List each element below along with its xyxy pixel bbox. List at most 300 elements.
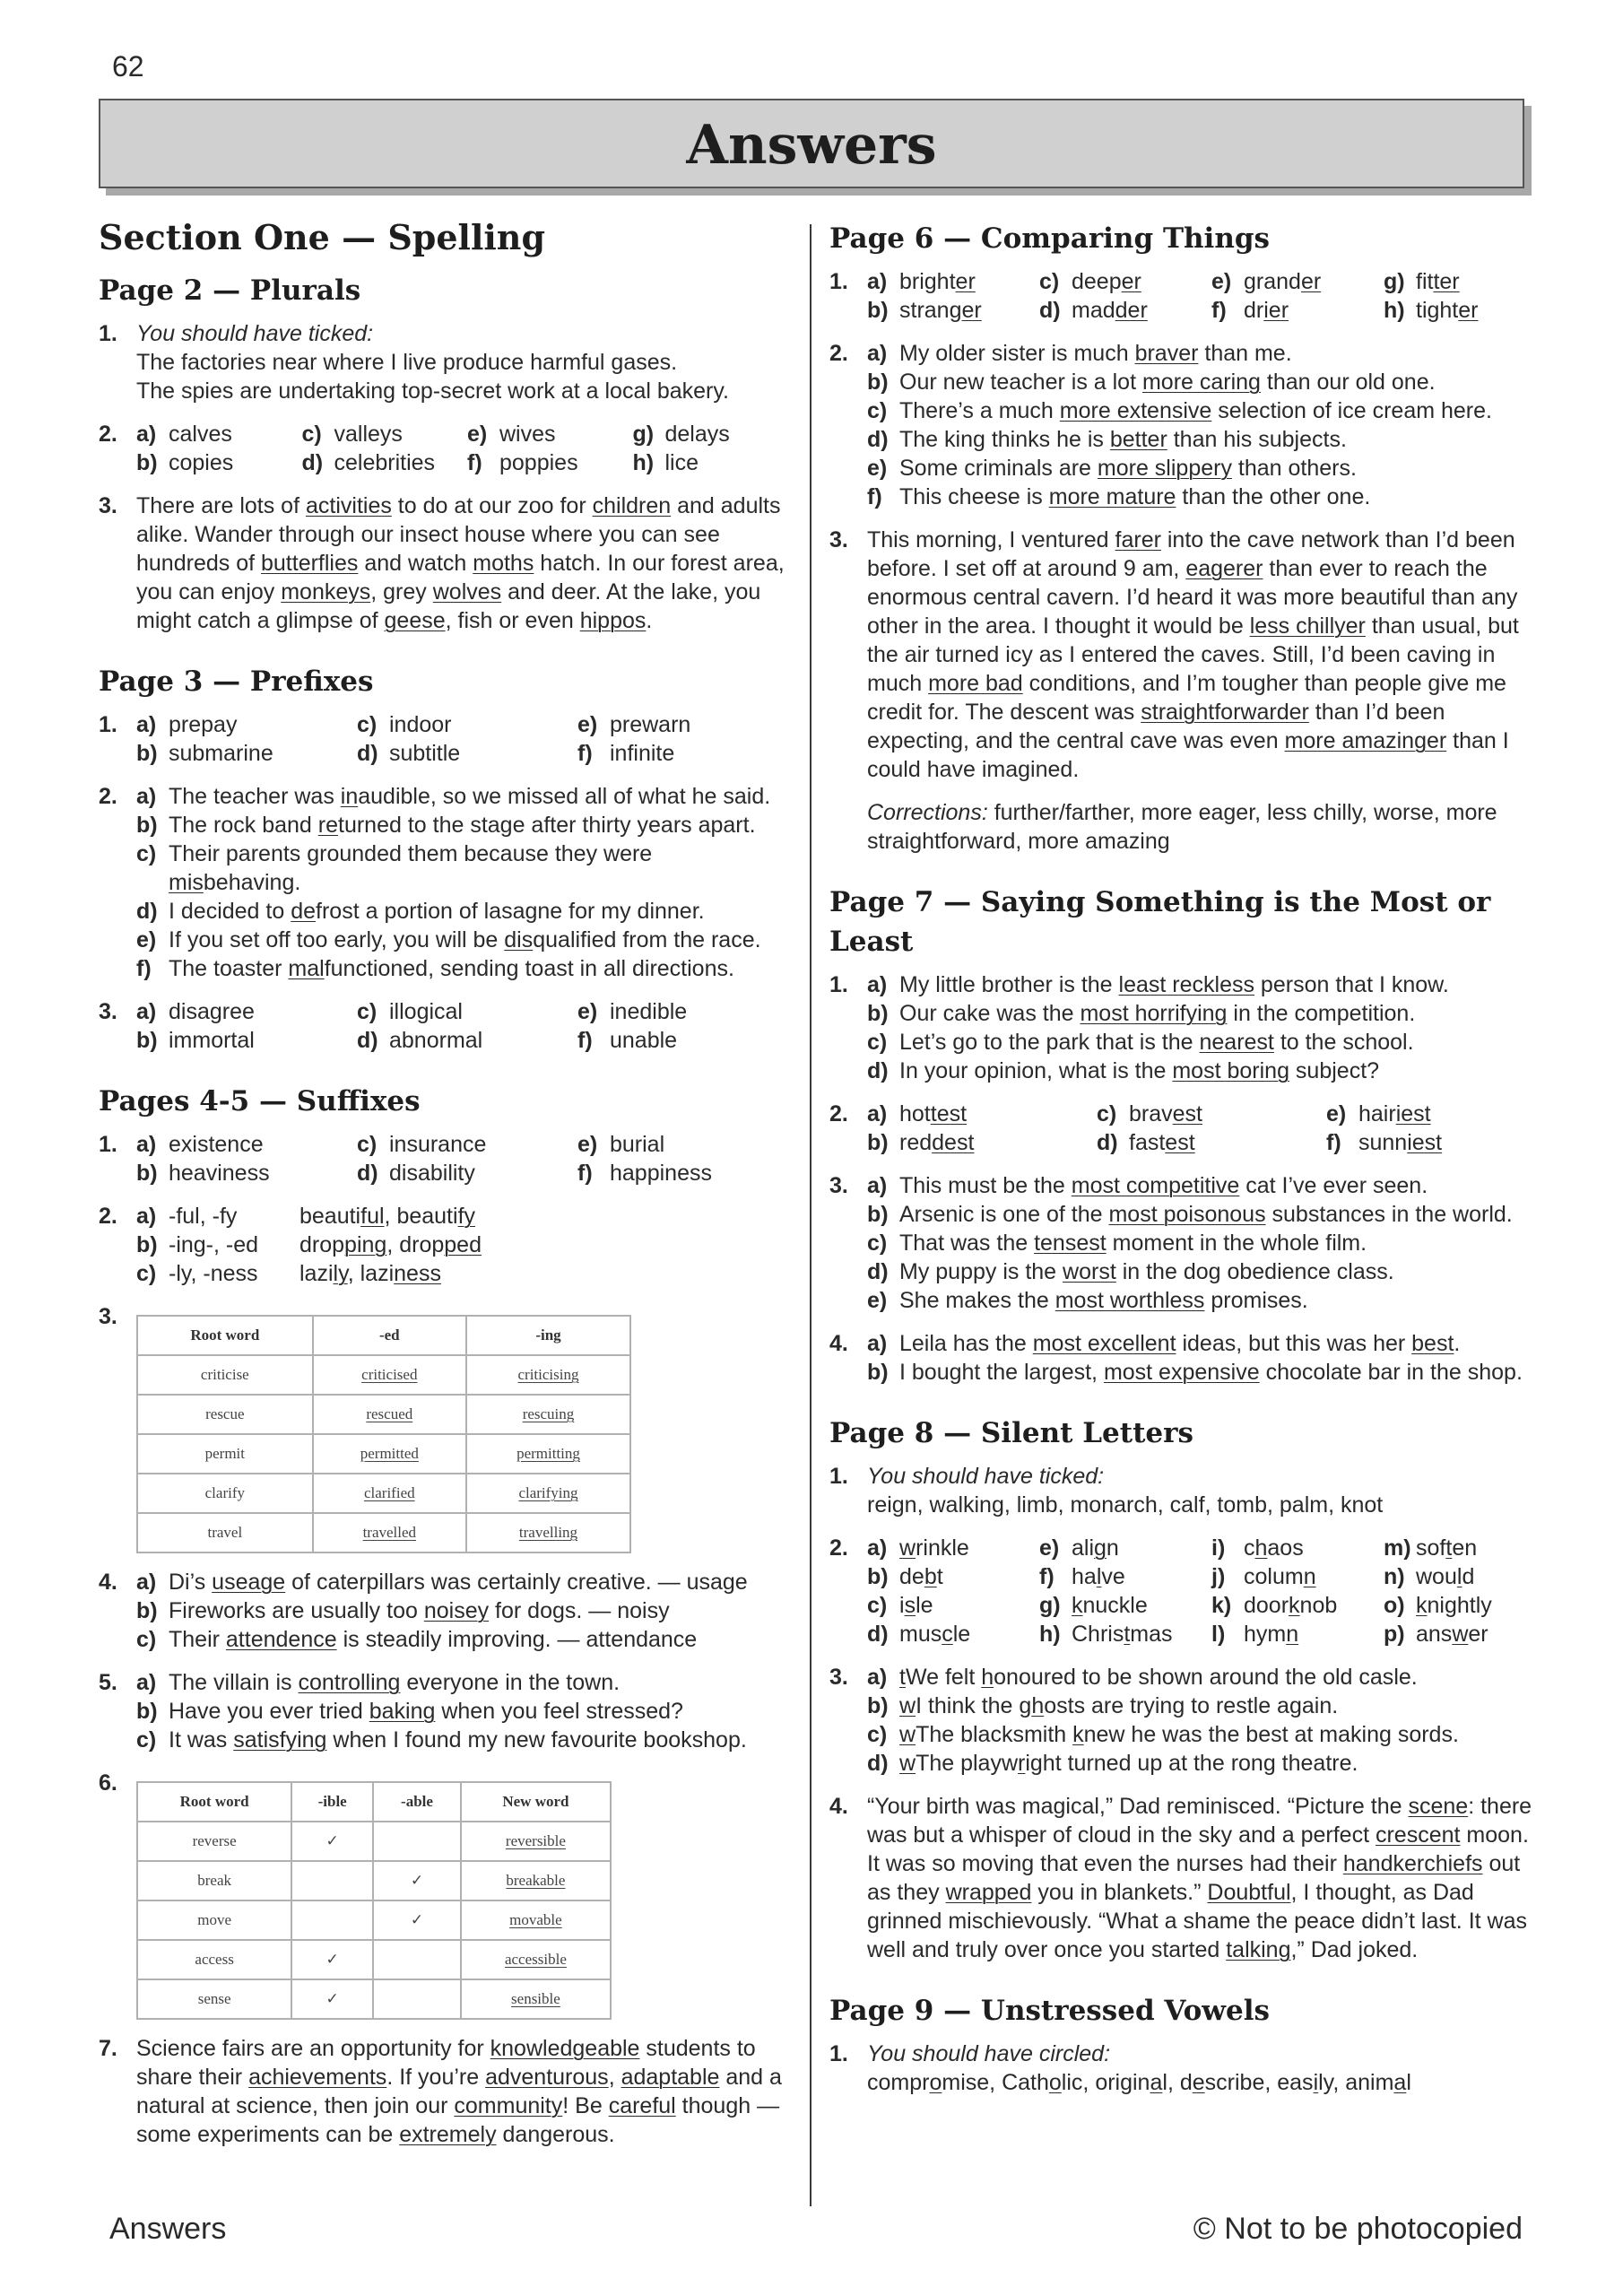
table-cell bbox=[373, 1940, 461, 1979]
sentence-part: Fireworks are usually too bbox=[169, 1598, 424, 1623]
p7-question-3: 3. a) This must be the most competitive cat I’ve ever seen. b) Arsenic is one of the most poisonous substances in the world. c) That was the tensest moment in the whole film. d) My puppy is the worst in the dog obedience class. e) She makes the most worthless promises. bbox=[829, 1171, 1547, 1315]
table-cell bbox=[313, 1513, 466, 1552]
sentence-part: new he was the best at making s bbox=[1083, 1722, 1410, 1747]
cell-text: rescued bbox=[366, 1405, 413, 1422]
underlined-part: more extensive bbox=[1059, 398, 1212, 423]
answer-letter: c) bbox=[867, 398, 888, 423]
answer-sentence bbox=[867, 1329, 1547, 1358]
table-row bbox=[137, 1940, 611, 1979]
answer-list bbox=[867, 1171, 1547, 1315]
grid-answer bbox=[633, 420, 790, 448]
sentence-part: The playw bbox=[916, 1751, 1019, 1776]
answer-letter: f) bbox=[1326, 1130, 1341, 1155]
underlined-part: worst bbox=[1063, 1259, 1116, 1284]
sentence-part: than our old one. bbox=[1260, 370, 1436, 395]
sentence-part: frost a portion of lasagne for my dinner. bbox=[316, 899, 705, 924]
table-cell bbox=[313, 1355, 466, 1395]
word-part: nightly bbox=[1427, 1593, 1492, 1618]
cell-text: permitting bbox=[516, 1445, 580, 1462]
grid-answer bbox=[577, 1159, 789, 1187]
p2-question-1 bbox=[99, 319, 789, 405]
grid-answer bbox=[1211, 1562, 1375, 1591]
answer-letter: c) bbox=[1039, 269, 1060, 294]
underlined-part: more mature bbox=[1048, 484, 1176, 509]
answer-word bbox=[1129, 1128, 1195, 1157]
grid-answer bbox=[1211, 267, 1375, 296]
answer-word bbox=[1244, 1534, 1304, 1562]
answer-letter: a) bbox=[136, 784, 157, 809]
underlined-part: er bbox=[1300, 269, 1322, 294]
answer-letter: c) bbox=[867, 1030, 888, 1055]
grid-answer bbox=[1097, 1100, 1317, 1128]
grid-answer bbox=[867, 296, 1030, 325]
word-part: mad bbox=[1072, 298, 1115, 323]
answer-letter: a) bbox=[136, 1670, 157, 1695]
sentence-part: I bought the largest, bbox=[899, 1360, 1104, 1385]
answer-text: illogical bbox=[389, 999, 463, 1024]
answer-letter: d) bbox=[357, 1161, 378, 1186]
word-part: Cath bbox=[1002, 2070, 1049, 2095]
answer-sentence bbox=[136, 811, 789, 839]
sentence-part: There’s a much bbox=[899, 398, 1060, 423]
grid-answer bbox=[1326, 1100, 1547, 1128]
sentence-part: In your opinion, what is the bbox=[899, 1058, 1173, 1083]
sentence-part: The rock band bbox=[169, 813, 318, 838]
answer-letter: j) bbox=[1211, 1564, 1226, 1589]
grid-answer bbox=[467, 420, 624, 448]
underlined-part: w bbox=[1452, 1622, 1469, 1647]
answer-text: submarine bbox=[169, 741, 273, 766]
underlined-part: most competitive bbox=[1071, 1173, 1240, 1198]
p45-question-4: 4. a) Di’s useage of caterpillars was certainly creative. — usage b) Fireworks are usually too noisey for dogs. — noisy c) Their attendence is steadily improving. — attendance bbox=[99, 1568, 789, 1654]
page7-heading: Page 7 — Saying Something is the Most or Least bbox=[829, 886, 1491, 958]
grid-answer bbox=[136, 1159, 348, 1187]
table-cell bbox=[137, 1940, 291, 1979]
cell-text: travel bbox=[207, 1524, 243, 1541]
answer-letter: b) bbox=[136, 1161, 158, 1186]
grid-answer bbox=[867, 267, 1030, 296]
table-row bbox=[137, 1900, 611, 1940]
circled-vowel: o bbox=[929, 2070, 942, 2095]
word-part: mus bbox=[899, 1622, 942, 1647]
grid-answer bbox=[1384, 1620, 1547, 1648]
sentence-text bbox=[899, 339, 1292, 368]
sentence-part: The blacksmith bbox=[916, 1722, 1073, 1747]
sentence-text bbox=[899, 1229, 1367, 1257]
grid-answer bbox=[136, 739, 348, 768]
answer-word bbox=[1072, 1534, 1119, 1562]
sentence-part: selection of ice cream here. bbox=[1211, 398, 1492, 423]
separator: , bbox=[1332, 2070, 1346, 2095]
answer-word bbox=[1129, 1100, 1202, 1128]
underlined-part: de bbox=[291, 899, 317, 924]
underlined-part: l bbox=[1096, 1564, 1102, 1589]
answer-letter: d) bbox=[301, 450, 324, 475]
separator: , bbox=[989, 2070, 1002, 2095]
separator: , bbox=[1264, 2070, 1278, 2095]
answer-letter: d) bbox=[1097, 1130, 1118, 1155]
sentence-part: behaving. bbox=[203, 870, 301, 895]
sentence-text bbox=[899, 1171, 1428, 1200]
answer-letter: e) bbox=[1211, 269, 1232, 294]
word-part: lazi bbox=[360, 1261, 395, 1286]
answer-word bbox=[1358, 1100, 1431, 1128]
answer-letter: b) bbox=[136, 1232, 158, 1257]
section-title: Section One — Spelling bbox=[99, 217, 546, 257]
banner-title: Answers bbox=[686, 114, 937, 177]
circled-vowel: i bbox=[1313, 2070, 1319, 2095]
word-part: lazi bbox=[299, 1261, 334, 1286]
word-part: ha bbox=[1072, 1564, 1097, 1589]
underlined-part: g bbox=[1094, 1535, 1107, 1561]
underlined-part: er bbox=[961, 298, 982, 323]
grid-answer bbox=[1039, 1534, 1202, 1562]
underlined-part: ping bbox=[344, 1232, 387, 1257]
left-column bbox=[99, 215, 789, 2163]
answer-letter: e) bbox=[1326, 1101, 1347, 1126]
sentence-part: osts are trying to bbox=[1044, 1693, 1216, 1718]
sentence-part: This cheese is bbox=[899, 484, 1049, 509]
underlined-part: tensest bbox=[1034, 1231, 1107, 1256]
grid-answer bbox=[136, 420, 293, 448]
answer-sentence bbox=[867, 454, 1547, 483]
word-part: mas bbox=[1130, 1622, 1173, 1647]
answer-text: infinite bbox=[610, 741, 675, 766]
underlined-part: attendence bbox=[225, 1627, 337, 1652]
answer-sentence bbox=[136, 839, 789, 897]
answer-word bbox=[1416, 1534, 1477, 1562]
answer-sentence bbox=[867, 1720, 1547, 1749]
sentence-part: substances in the world. bbox=[1265, 1202, 1513, 1227]
grid-answer bbox=[1384, 1534, 1547, 1562]
underlined-part: b bbox=[924, 1564, 937, 1589]
table-cell bbox=[313, 1474, 466, 1513]
answer-letter: d) bbox=[1039, 298, 1061, 323]
grid-answer bbox=[1384, 267, 1547, 296]
answer-letter: d) bbox=[136, 899, 158, 924]
word-part: eas bbox=[1277, 2070, 1314, 2095]
sentence-text bbox=[169, 1697, 683, 1726]
grid-answer bbox=[1211, 1534, 1375, 1562]
grid-answer bbox=[1039, 1620, 1202, 1648]
table-cell bbox=[291, 1900, 373, 1940]
underlined-part: ful bbox=[360, 1204, 385, 1229]
cell-text: reverse bbox=[192, 1832, 237, 1849]
sentence-part: Our cake was the bbox=[899, 1001, 1081, 1026]
word-part: rinkle bbox=[916, 1535, 969, 1561]
table-cell bbox=[461, 1861, 611, 1900]
cell-text: permit bbox=[204, 1445, 246, 1462]
word-part: er bbox=[1468, 1622, 1488, 1647]
sentence-part: is steadily improving. — attendance bbox=[336, 1627, 698, 1652]
word-part: drop bbox=[299, 1232, 345, 1257]
answer-text: disability bbox=[389, 1161, 475, 1186]
underlined-part: controlling bbox=[298, 1670, 401, 1695]
tick-mark bbox=[373, 1861, 461, 1900]
cell-text: sensible bbox=[511, 1990, 560, 2007]
answer-letter: d) bbox=[867, 1622, 889, 1647]
answer-letter: a) bbox=[867, 972, 888, 997]
word-part: c bbox=[1244, 1535, 1255, 1561]
answer-list bbox=[867, 1663, 1547, 1778]
word-part: le bbox=[916, 1593, 933, 1618]
grid-answer bbox=[867, 1562, 1030, 1591]
grid-answer bbox=[467, 448, 624, 477]
sentence-part: This must be the bbox=[899, 1173, 1072, 1198]
grid-answer bbox=[577, 710, 789, 739]
grid-answer bbox=[357, 710, 568, 739]
word-part: ly bbox=[1318, 2070, 1333, 2095]
answer-word bbox=[1072, 1591, 1148, 1620]
answer-letter: f) bbox=[1211, 298, 1227, 323]
grid-answer bbox=[136, 1130, 348, 1159]
word-part: anim bbox=[1345, 2070, 1394, 2095]
table-row bbox=[137, 1355, 630, 1395]
answer-text: wives bbox=[499, 422, 556, 447]
p3-question-2: 2. a) The teacher was inaudible, so we missed all of what he said. b) The rock band returned to the stage after thirty years apart. c) Their parents grounded them because they were misbehaving. d) I decided to defrost a portion of lasagne for my dinner. e) If you set off too early, you will be disqualified from the race. f) The toaster malfunctioned, sending toast in all directions. bbox=[99, 782, 789, 983]
sentence-text bbox=[169, 811, 756, 839]
answer-sentence bbox=[136, 1697, 789, 1726]
word-part: hot bbox=[899, 1101, 931, 1126]
underlined-part: k bbox=[1289, 1593, 1300, 1618]
word-part: beauti bbox=[299, 1204, 361, 1229]
p3-question-1: 1. a) prepay c) indoor e) prewarn b) submarine d) subtitle f) infinite bbox=[99, 710, 789, 768]
sentence-text bbox=[899, 1358, 1523, 1387]
sentence-text bbox=[899, 483, 1370, 511]
underlined-part: k bbox=[1416, 1593, 1428, 1618]
answer-word bbox=[899, 1591, 933, 1620]
sentence-text bbox=[899, 1286, 1308, 1315]
sentence-part: She makes the bbox=[899, 1288, 1055, 1313]
answer-sentence bbox=[867, 1200, 1547, 1229]
table-cell bbox=[137, 1822, 291, 1861]
cell-text: travelled bbox=[362, 1524, 417, 1541]
underlined-part: test bbox=[930, 1101, 968, 1126]
sentence-part: than others. bbox=[1231, 456, 1357, 481]
table-header-row bbox=[137, 1316, 630, 1355]
answer-line: The factories near where I live produce harmful gases. bbox=[136, 350, 678, 375]
underlined-part: nearest bbox=[1199, 1030, 1274, 1055]
word-part: n bbox=[1106, 1535, 1119, 1561]
cell-text: clarify bbox=[204, 1484, 245, 1501]
sentence-part: The toaster bbox=[169, 956, 289, 981]
suffix-row bbox=[136, 1202, 789, 1231]
sentence-text bbox=[899, 1329, 1460, 1358]
sentence-part: Let’s go to the park that is the bbox=[899, 1030, 1200, 1055]
answer-sentence bbox=[867, 1749, 1547, 1778]
answer-text: indoor bbox=[389, 712, 452, 737]
word-part: Chris bbox=[1072, 1622, 1124, 1647]
answer-sentence bbox=[867, 425, 1547, 454]
answer-sentence bbox=[136, 926, 789, 954]
p7-question-1: 1. a) My little brother is the least reckless person that I know. b) Our cake was the most horrifying in the competition. c) Let’s go to the park that is the nearest to the school. d) In your opinion, what is the most boring subject? bbox=[829, 970, 1547, 1085]
answer-letter: g) bbox=[632, 422, 655, 447]
page-number: 62 bbox=[112, 50, 144, 83]
answer-paragraph: Science fairs are an opportunity for knowledgeable students to share their achievements. If you’re adventurous, adaptable and a natural at science, then join our community! Be careful though — some experiments can be extremely dangerous. bbox=[136, 2036, 782, 2147]
table-cell bbox=[313, 1434, 466, 1474]
word-part: beauti bbox=[396, 1204, 458, 1229]
answer-list bbox=[136, 1202, 789, 1288]
grid-answer bbox=[302, 448, 459, 477]
answer-word bbox=[1072, 1620, 1173, 1648]
answer-text: inedible bbox=[610, 999, 688, 1024]
answer-letter: m) bbox=[1384, 1535, 1411, 1561]
answer-letter: d) bbox=[357, 1028, 378, 1053]
cell-text: criticise bbox=[200, 1366, 249, 1383]
underlined-part: ier bbox=[1263, 298, 1289, 323]
answer-sentence bbox=[867, 1692, 1547, 1720]
table-cell bbox=[466, 1474, 630, 1513]
answer-letter: b) bbox=[136, 1598, 158, 1623]
sentence-part: Leila has the bbox=[899, 1331, 1033, 1356]
table-cell bbox=[313, 1395, 466, 1434]
answer-word bbox=[899, 1100, 967, 1128]
answer-sentence bbox=[867, 1286, 1547, 1315]
word-part: fit bbox=[1416, 269, 1434, 294]
sentence-text bbox=[169, 1668, 620, 1697]
answer-letter: c) bbox=[357, 1132, 378, 1157]
table-header-cell: Root word bbox=[137, 1782, 291, 1822]
answer-letter: d) bbox=[867, 1751, 889, 1776]
sentence-part: I decided to bbox=[169, 899, 291, 924]
answer-letter: c) bbox=[136, 1261, 157, 1286]
grid-answer bbox=[1384, 1562, 1547, 1591]
answer-sentence bbox=[867, 368, 1547, 396]
answer-sentence bbox=[867, 1358, 1547, 1387]
underlined-part: dest bbox=[932, 1130, 975, 1155]
sentence-part: promises. bbox=[1204, 1288, 1308, 1313]
table-cell bbox=[137, 1979, 291, 2019]
grid-answer bbox=[357, 997, 568, 1026]
answer-text: lice bbox=[664, 450, 699, 475]
answer-letter: a) bbox=[867, 341, 888, 366]
word-part: ali bbox=[1072, 1535, 1095, 1561]
grid-answer bbox=[136, 1026, 348, 1055]
suffix-words bbox=[299, 1259, 441, 1288]
answer-letter: a) bbox=[136, 1204, 157, 1229]
answer-text: abnormal bbox=[389, 1028, 483, 1053]
answer-text: valleys bbox=[334, 422, 403, 447]
grid-answer bbox=[867, 1128, 1088, 1157]
page8-heading: Page 8 — Silent Letters bbox=[829, 1417, 1193, 1449]
underlined-part: more caring bbox=[1141, 370, 1261, 395]
answer-letter: a) bbox=[867, 1101, 888, 1126]
word-part: le bbox=[952, 1622, 971, 1647]
question-number: 1. bbox=[99, 321, 117, 346]
word-part: i bbox=[899, 1593, 905, 1618]
answer-letter: b) bbox=[136, 1028, 158, 1053]
suffix-row bbox=[136, 1259, 789, 1288]
table-header-cell: -ible bbox=[291, 1782, 373, 1822]
sentence-part: qualified from the race. bbox=[533, 927, 761, 952]
underlined-part: w bbox=[899, 1751, 916, 1776]
cell-text: movable bbox=[509, 1911, 562, 1928]
answer-list bbox=[136, 1668, 789, 1754]
answer-letter: c) bbox=[357, 999, 378, 1024]
answer-letter: c) bbox=[867, 1722, 888, 1747]
word-part: bright bbox=[899, 269, 956, 294]
sentence-text bbox=[899, 1692, 1338, 1720]
cell-text: criticised bbox=[361, 1366, 418, 1383]
answer-letter: i) bbox=[1211, 1535, 1226, 1561]
footer-right: © Not to be photocopied bbox=[1193, 2212, 1523, 2246]
answer-letter: c) bbox=[1097, 1101, 1117, 1126]
answer-word bbox=[1416, 267, 1460, 296]
corrections: Corrections: further/farther, more eager, less chilly, worse, more straightforward, more amazing bbox=[867, 800, 1497, 854]
answer-text: copies bbox=[169, 450, 234, 475]
answer-grid bbox=[867, 1534, 1547, 1648]
underlined-part: least reckless bbox=[1118, 972, 1254, 997]
answer-text: delays bbox=[664, 422, 730, 447]
grid-answer bbox=[1039, 267, 1202, 296]
answer-letter: f) bbox=[577, 1161, 593, 1186]
sentence-text bbox=[899, 970, 1449, 999]
underlined-part: mal bbox=[288, 956, 325, 981]
table-row bbox=[137, 1395, 630, 1434]
cell-text: break bbox=[197, 1872, 231, 1889]
underlined-part: most expensive bbox=[1103, 1360, 1260, 1385]
grid-answer bbox=[577, 997, 789, 1026]
word-part: d bbox=[1179, 2070, 1193, 2095]
grid-answer bbox=[1039, 296, 1202, 325]
word-part: wou bbox=[1416, 1564, 1457, 1589]
sentence-part: restle again. bbox=[1215, 1693, 1339, 1718]
underlined-part: most poisonous bbox=[1108, 1202, 1266, 1227]
answer-text: celebrities bbox=[334, 450, 436, 475]
answer-letter: e) bbox=[467, 422, 488, 447]
underlined-part: t bbox=[1445, 1535, 1453, 1561]
underlined-part: w bbox=[899, 1722, 916, 1747]
answer-list bbox=[136, 1568, 789, 1654]
answer-text: heaviness bbox=[169, 1161, 270, 1186]
answer-letter: b) bbox=[867, 1202, 889, 1227]
answer-paragraph: This morning, I ventured farer into the cave network than I’d been before. I set off at around 9 am, eagerer than ever to reach the enormous central cavern. I’d heard it was more beautiful than any other in the area. I thought it would be less chillyer than usual, but the air turned icy as I entered the caves. Still, I’d been caving in much more bad conditions, and I’m tougher than people give me credit for. The descent was straightforwarder than I’d been expecting, and the central cave was even more amazinger than I could have imagined. bbox=[867, 527, 1519, 782]
word-part: ve bbox=[1101, 1564, 1125, 1589]
underlined-part: iest bbox=[1395, 1101, 1431, 1126]
underlined-part: w bbox=[899, 1693, 916, 1718]
ible-able-table bbox=[136, 1781, 612, 2020]
answer-letter: g) bbox=[1039, 1593, 1061, 1618]
table-header-cell: -ed bbox=[313, 1316, 466, 1355]
table-cell bbox=[461, 1900, 611, 1940]
answer-text: unable bbox=[610, 1028, 678, 1053]
sentence-part: ideas, but this was her bbox=[1176, 1331, 1412, 1356]
answer-sentence bbox=[867, 1028, 1547, 1057]
sentence-part: functioned, sending toast in all directions. bbox=[324, 956, 734, 981]
grid-answer bbox=[1039, 1591, 1202, 1620]
table-cell bbox=[461, 1940, 611, 1979]
word-part: nob bbox=[1299, 1593, 1338, 1618]
answer-letter: e) bbox=[867, 1288, 888, 1313]
answer-letter: c) bbox=[136, 1727, 157, 1752]
sentence-part: We felt bbox=[905, 1665, 982, 1690]
sentence-text bbox=[169, 954, 734, 983]
table-row bbox=[137, 1474, 630, 1513]
word-part: nuckle bbox=[1082, 1593, 1148, 1618]
cell-text: accessible bbox=[504, 1951, 567, 1968]
sentence-part: That was the bbox=[899, 1231, 1035, 1256]
underlined-part: braver bbox=[1134, 341, 1199, 366]
cell-text: ✓ bbox=[410, 1911, 424, 1928]
answer-word bbox=[899, 1620, 970, 1648]
answer-letter: a) bbox=[136, 999, 157, 1024]
answer-letter: b) bbox=[136, 1699, 158, 1724]
answer-text: burial bbox=[610, 1132, 665, 1157]
underlined-part: mis bbox=[169, 870, 204, 895]
answer-letter: d) bbox=[357, 741, 378, 766]
underlined-part: best bbox=[1411, 1331, 1454, 1356]
answer-word bbox=[899, 267, 976, 296]
